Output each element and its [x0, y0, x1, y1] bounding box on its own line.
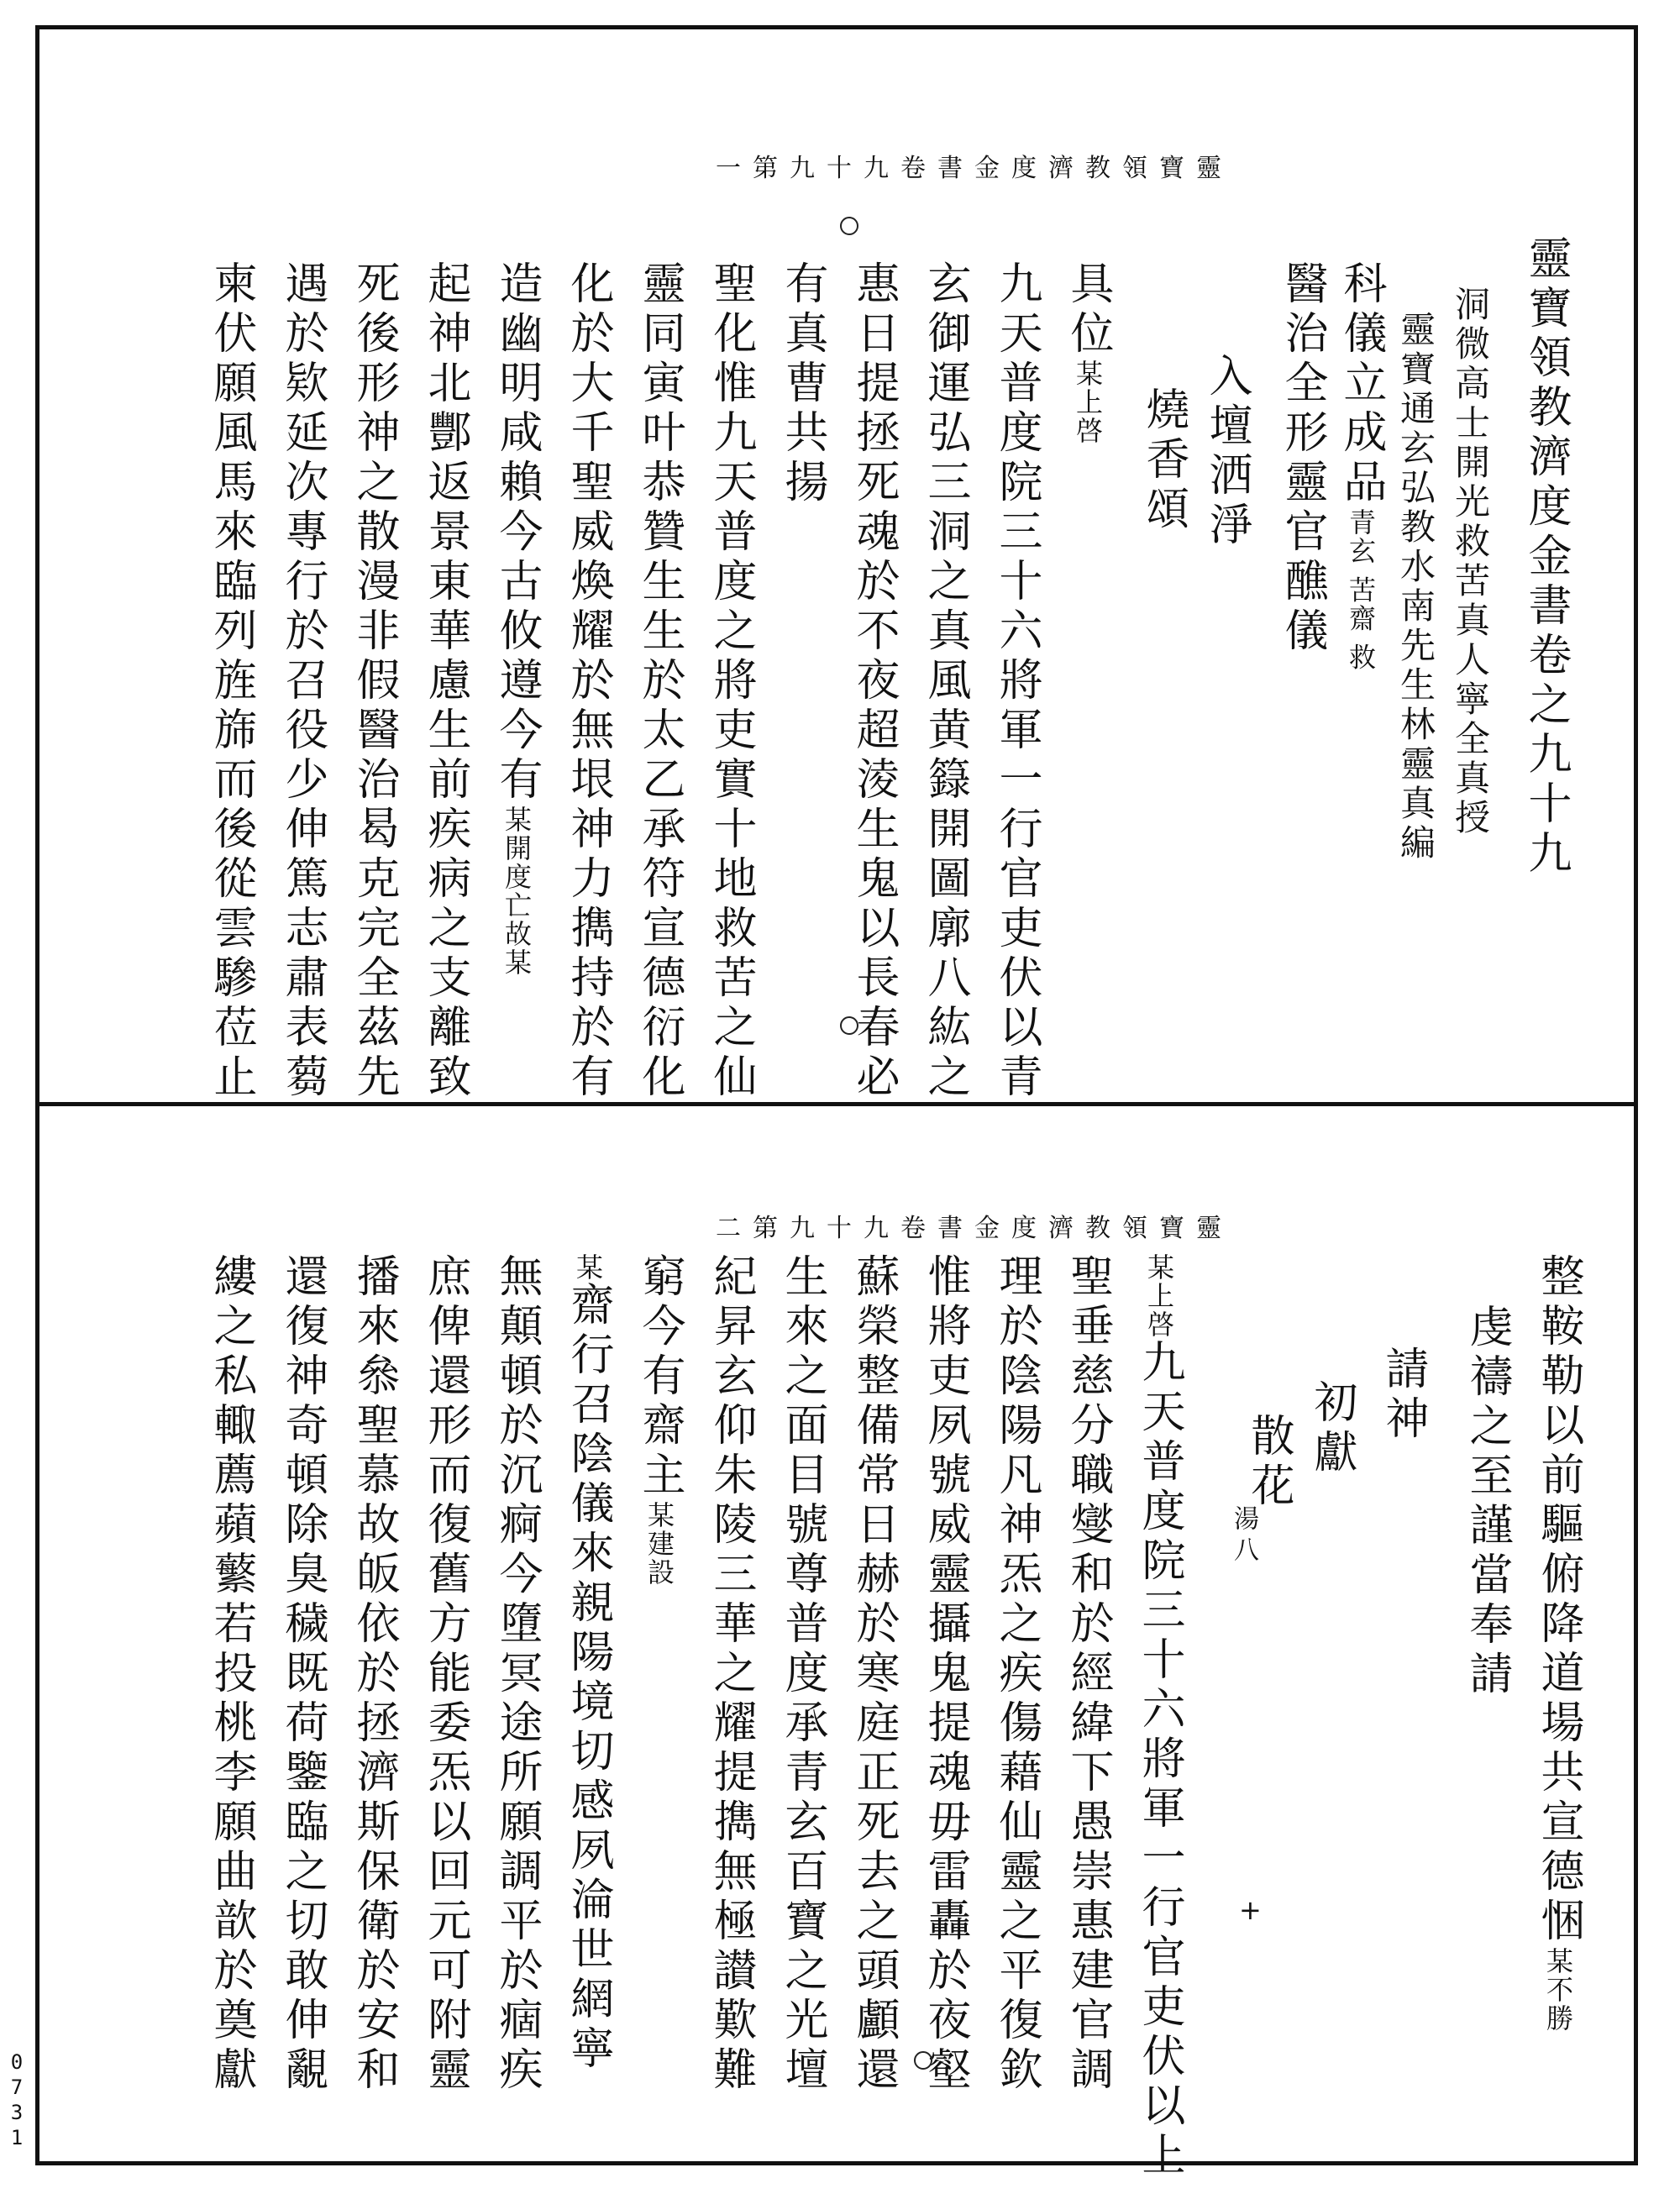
text-column: 九天普度院三十六將軍一行官吏伏以青	[991, 260, 1042, 1103]
text-column: 湯八	[1229, 1505, 1258, 1567]
text-column: 某上啓九天普度院三十六將軍一行官吏伏以上	[1134, 1253, 1184, 2181]
text-column: 請神	[1378, 1346, 1428, 1445]
text-column: 入壇洒淨	[1201, 353, 1252, 551]
text-column: 窮今有齋主某建設	[634, 1253, 685, 1587]
text-column: 遇於欵延次專行於召役少伸篤志肅表蒭	[277, 260, 328, 1103]
text-column: 生來之面目號尊普度承青玄百寶之光壇	[777, 1253, 827, 2096]
text-column: 科儀立成品青玄 苦齋 救	[1336, 260, 1386, 672]
text-column: 燒香頌	[1138, 386, 1189, 535]
upper-page	[50, 34, 1630, 1103]
running-header: 一第九十九卷書金度濟教領寶靈	[716, 154, 1233, 183]
text-column: 散花	[1243, 1413, 1294, 1512]
text-column: 播來叅聖慕故皈依於拯濟斯保衛於安和	[349, 1253, 399, 2096]
text-column: 理於陰陽凡神炁之疾傷藉仙靈之平復欽	[991, 1253, 1042, 2096]
text-column: 起神北酆返景東華慮生前疾病之支離致	[420, 260, 470, 1103]
lower-page	[50, 1110, 1630, 2181]
page-number: 0 7 3 1	[10, 2050, 24, 2149]
text-column: 虔禱之至謹當奉請	[1462, 1304, 1512, 1700]
text-column: 某齋行召陰儀來親陽境切感夙淪世網寧	[563, 1253, 613, 2075]
text-column: 無顛頓於沉痾今墮冥途所願調平於痼疾	[491, 1253, 542, 2096]
text-column: 蘇榮整備常日赫於寒庭正死去之頭顱還	[848, 1253, 899, 2096]
text-column: 具位某上啓	[1063, 260, 1113, 445]
text-column: 造幽明咸賴今古攸遵今有某開度亡故某	[491, 260, 542, 977]
running-header: 二第九十九卷書金度濟教領寶靈	[716, 1214, 1233, 1243]
text-column: 靈同寅叶恭贊生生於太乙承符宣德衍化	[634, 260, 685, 1103]
text-column: 醫治全形靈官醮儀	[1277, 260, 1327, 657]
text-column: 玄御運弘三洞之真風黄籙開圖廓八紘之	[920, 260, 970, 1103]
text-column: 死後形神之散漫非假醫治曷克完全茲先	[349, 260, 399, 1103]
text-column: 聖化惟九天普度之將吏實十地救苦之仙	[706, 260, 756, 1103]
text-column: 還復神奇頓除臭穢既荷鑒臨之切敢伸覶	[277, 1253, 328, 2096]
author-line-2: 靈寶通玄弘教水南先生林靈真編	[1395, 311, 1436, 863]
volume-title: 靈寶領教濟度金書卷之九十九	[1520, 235, 1571, 879]
text-column: 紀昇玄仰朱陵三華之耀提擕無極讃歎難	[706, 1253, 756, 2096]
punctuation-circle	[840, 1016, 858, 1035]
text-column: 化於大千聖威煥耀於無垠神力擕持於有	[563, 260, 613, 1103]
text-column: 整鞍勒以前驅俯降道場共宣德悃某不勝	[1533, 1253, 1583, 2033]
text-column: 聖垂慈分職燮和於經緯下愚崇惠建官調	[1063, 1253, 1113, 2096]
text-column: 初獻	[1306, 1379, 1357, 1478]
text-column: 惟將吏夙號威靈攝鬼提魂毋雷轟於夜壑	[920, 1253, 970, 2096]
text-column: 惠日提拯死魂於不夜超淩生鬼以長春必	[848, 260, 899, 1103]
author-line-1: 洞微高士開光救苦真人寧全真授	[1450, 286, 1491, 838]
text-column: 柬伏願風馬來臨列旌旆而後從雲驂莅止	[206, 260, 256, 1103]
registration-mark: +	[1239, 1894, 1262, 1926]
text-column: 縷之私輙薦蘋蘩若投桃李願曲歆於奠獻	[206, 1253, 256, 2096]
text-column: 有真曹共揚	[777, 260, 827, 508]
text-column: 庶俾還形而復舊方能委炁以回元可附靈	[420, 1253, 470, 2096]
punctuation-circle	[840, 217, 858, 235]
punctuation-circle	[914, 2051, 932, 2070]
panel-divider	[35, 1102, 1638, 1106]
